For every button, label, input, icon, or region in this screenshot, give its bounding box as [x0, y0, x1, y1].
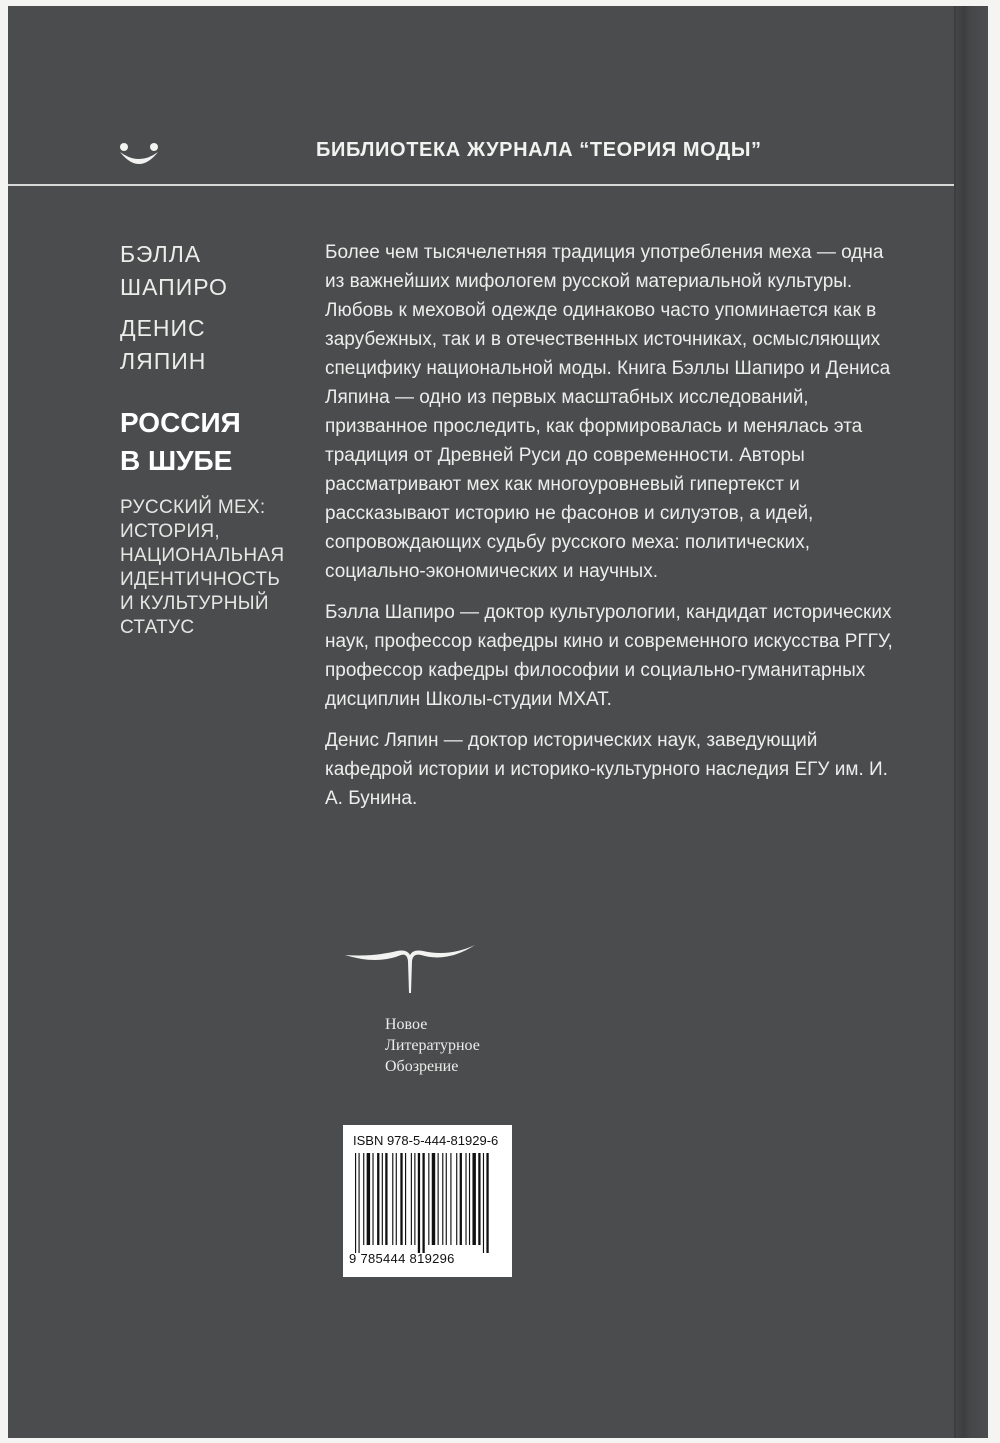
subtitle-line: И КУЛЬТУРНЫЙ — [120, 593, 269, 614]
author-1-first-name: БЭЛЛА — [120, 241, 202, 267]
isbn-barcode — [343, 1125, 512, 1277]
publisher-name-line: Литературное — [385, 1037, 480, 1054]
book-back-cover — [8, 6, 988, 1438]
isbn-text: ISBN 978-5-444-81929-6 — [353, 1133, 499, 1148]
divider-rule — [8, 184, 954, 186]
subtitle-line: ИСТОРИЯ, — [120, 521, 221, 542]
author-2-last-name: ЛЯПИН — [120, 348, 207, 374]
author-2-first-name: ДЕНИС — [120, 315, 206, 341]
subtitle-line: СТАТУС — [120, 617, 195, 638]
spine-edge — [954, 6, 988, 1438]
series-title: БИБЛИОТЕКА ЖУРНАЛА “ТЕОРИЯ МОДЫ” — [316, 139, 762, 161]
barcode-bars — [353, 1153, 501, 1253]
subtitle-line: РУССКИЙ МЕХ: — [120, 497, 266, 518]
title-block — [120, 238, 300, 640]
publisher-name-line: Обозрение — [385, 1058, 459, 1075]
book-title-line: В ШУБЕ — [120, 445, 233, 476]
annotation-paragraph: Более чем тысячелетняя традиция употребления меха — одна из важнейших мифологем русской материальной культуры. Любовь к меховой одежде одинаково часто упоминается как в зарубежных, так и в отечественных источниках, осмысляющих специфику национальной моды. Книга Бэллы Шапиро и Дениса Ляпина — одно из первых масштабных исследований, призванное проследить, как формировалась и менялась эта традиция от Древней Руси до современности. Авторы рассматривают мех как многоуровневый гипертекст и рассказывают историю не фасонов и силуэтов, а идей, сопровождающих судьбу русского меха: политических, социально-экономических и научных. — [325, 242, 891, 582]
book-title — [120, 404, 300, 480]
book-title-line: РОССИЯ — [120, 407, 241, 438]
smile-logo-icon — [116, 142, 162, 168]
publisher-name — [385, 1014, 480, 1077]
barcode-digits: 9 785444 819296 — [349, 1251, 455, 1266]
publisher-brace-logo-icon — [343, 941, 477, 995]
author-bio-shapiro: Бэлла Шапиро — доктор культурологии, кандидат исторических наук, профессор кафедры кино и современного искусства РГГУ, профессор кафедры философии и социально-гуманитарных дисциплин Школы-студии МХАТ. — [325, 602, 893, 710]
book-subtitle — [120, 496, 300, 640]
publisher-name-line: Новое — [385, 1016, 428, 1033]
spine-hinge-line — [954, 6, 956, 1438]
annotation-block — [325, 238, 895, 825]
author-2 — [120, 312, 300, 378]
author-1-last-name: ШАПИРО — [120, 274, 228, 300]
subtitle-line: НАЦИОНАЛЬНАЯ — [120, 545, 285, 566]
subtitle-line: ИДЕНТИЧНОСТЬ — [120, 569, 281, 590]
author-1 — [120, 238, 300, 304]
author-bio-lyapin: Денис Ляпин — доктор исторических наук, заведующий кафедрой истории и историко-культурного наследия ЕГУ им. И. А. Бунина. — [325, 730, 888, 809]
